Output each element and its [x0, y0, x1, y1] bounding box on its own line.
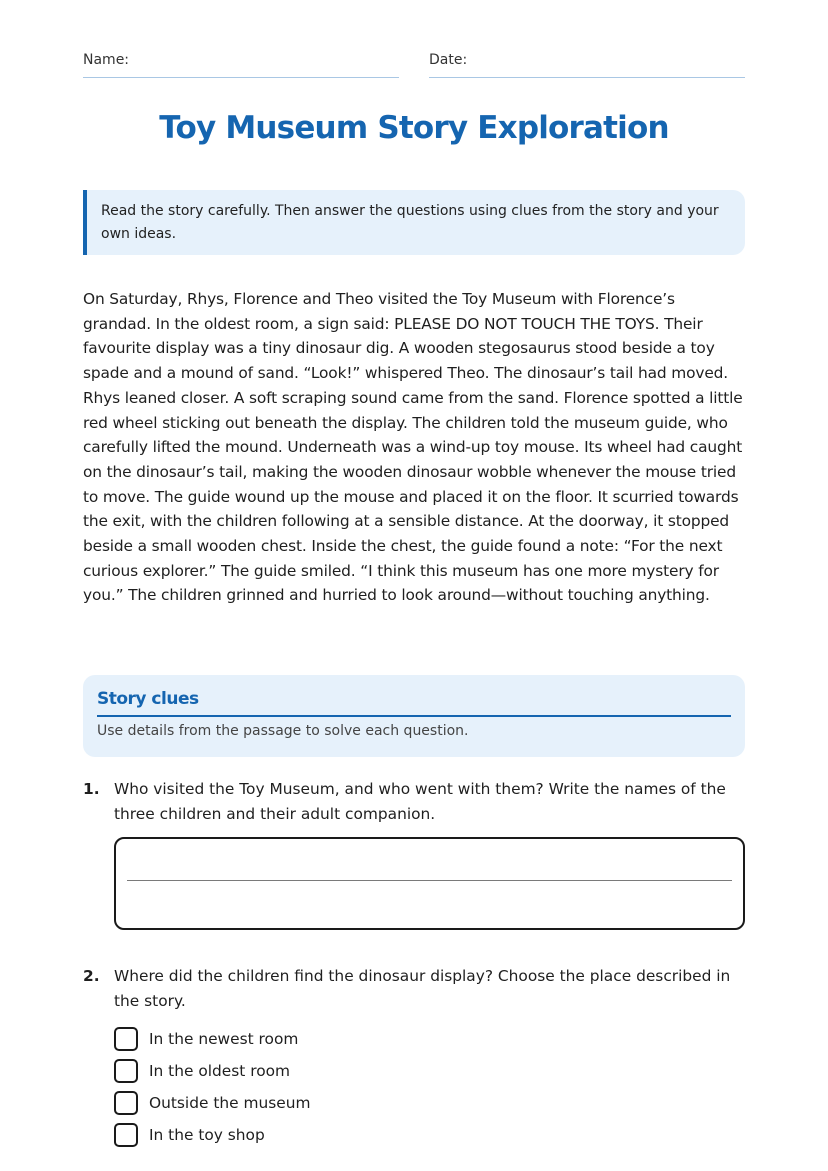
question-text: Where did the children find the dinosaur display? Choose the place described in the story. [114, 967, 731, 1010]
question-1 [83, 777, 745, 826]
checkbox[interactable] [114, 1027, 138, 1051]
date-field[interactable] [429, 52, 745, 78]
option-label: In the toy shop [149, 1126, 265, 1144]
name-field[interactable] [83, 52, 399, 78]
instructions-box [83, 190, 745, 255]
question-text: Who visited the Toy Museum, and who went with them? Write the names of the three children and their adult companion. [114, 780, 726, 823]
option-label: In the oldest room [149, 1062, 291, 1080]
option-outside-museum[interactable] [114, 1087, 714, 1119]
page-title: Toy Museum Story Exploration [159, 110, 669, 146]
story-passage: On Saturday, Rhys, Florence and Theo visited the Toy Museum with Florence’s grandad. In the oldest room, a sign said: PLEASE DO NOT TOUCH THE TOYS. Their favourite display was a tiny dinosaur dig. A wooden stegosaurus stood beside a toy spade and a mound of sand. “Look!” whispered Theo. The dinosaur’s tail had moved. Rhys leaned closer. A soft scraping sound came from the sand. Florence spotted a little red wheel sticking out beneath the display. The children told the museum guide, who carefully lifted the mound. Underneath was a wind-up toy mouse. Its wheel had caught on the dinosaur’s tail, making the wooden dinosaur wobble whenever the mouse tried to move. The guide wound up the mouse and placed it on the floor. It scurried towards the exit, with the children following at a sensible distance. At the doorway, it stopped beside a small wooden chest. Inside the chest, the guide found a note: “For the next curious explorer.” The guide smiled. “I think this museum has one more mystery for you.” The children grinned and hurried to look around—without touching anything. [83, 290, 743, 605]
header-fields [83, 52, 745, 78]
question-2 [83, 964, 745, 1013]
story-clues-box [83, 675, 745, 757]
story-clues-title: Story clues [97, 689, 731, 717]
checkbox[interactable] [114, 1091, 138, 1115]
question-2-options [114, 1023, 714, 1151]
checkbox[interactable] [114, 1123, 138, 1147]
answer-box-question-1[interactable] [114, 837, 745, 930]
option-newest-room[interactable] [114, 1023, 714, 1055]
instructions-text: Read the story carefully. Then answer the questions using clues from the story and your own ideas. [101, 203, 719, 242]
story-clues-subtitle: Use details from the passage to solve each question. [97, 723, 469, 739]
name-label: Name: [83, 52, 130, 68]
question-number: 2. [83, 967, 100, 985]
answer-line [127, 880, 732, 881]
option-label: In the newest room [149, 1030, 299, 1048]
option-label: Outside the museum [149, 1094, 311, 1112]
option-toy-shop[interactable] [114, 1119, 714, 1151]
question-number: 1. [83, 780, 100, 798]
date-label: Date: [429, 52, 468, 68]
option-oldest-room[interactable] [114, 1055, 714, 1087]
checkbox[interactable] [114, 1059, 138, 1083]
